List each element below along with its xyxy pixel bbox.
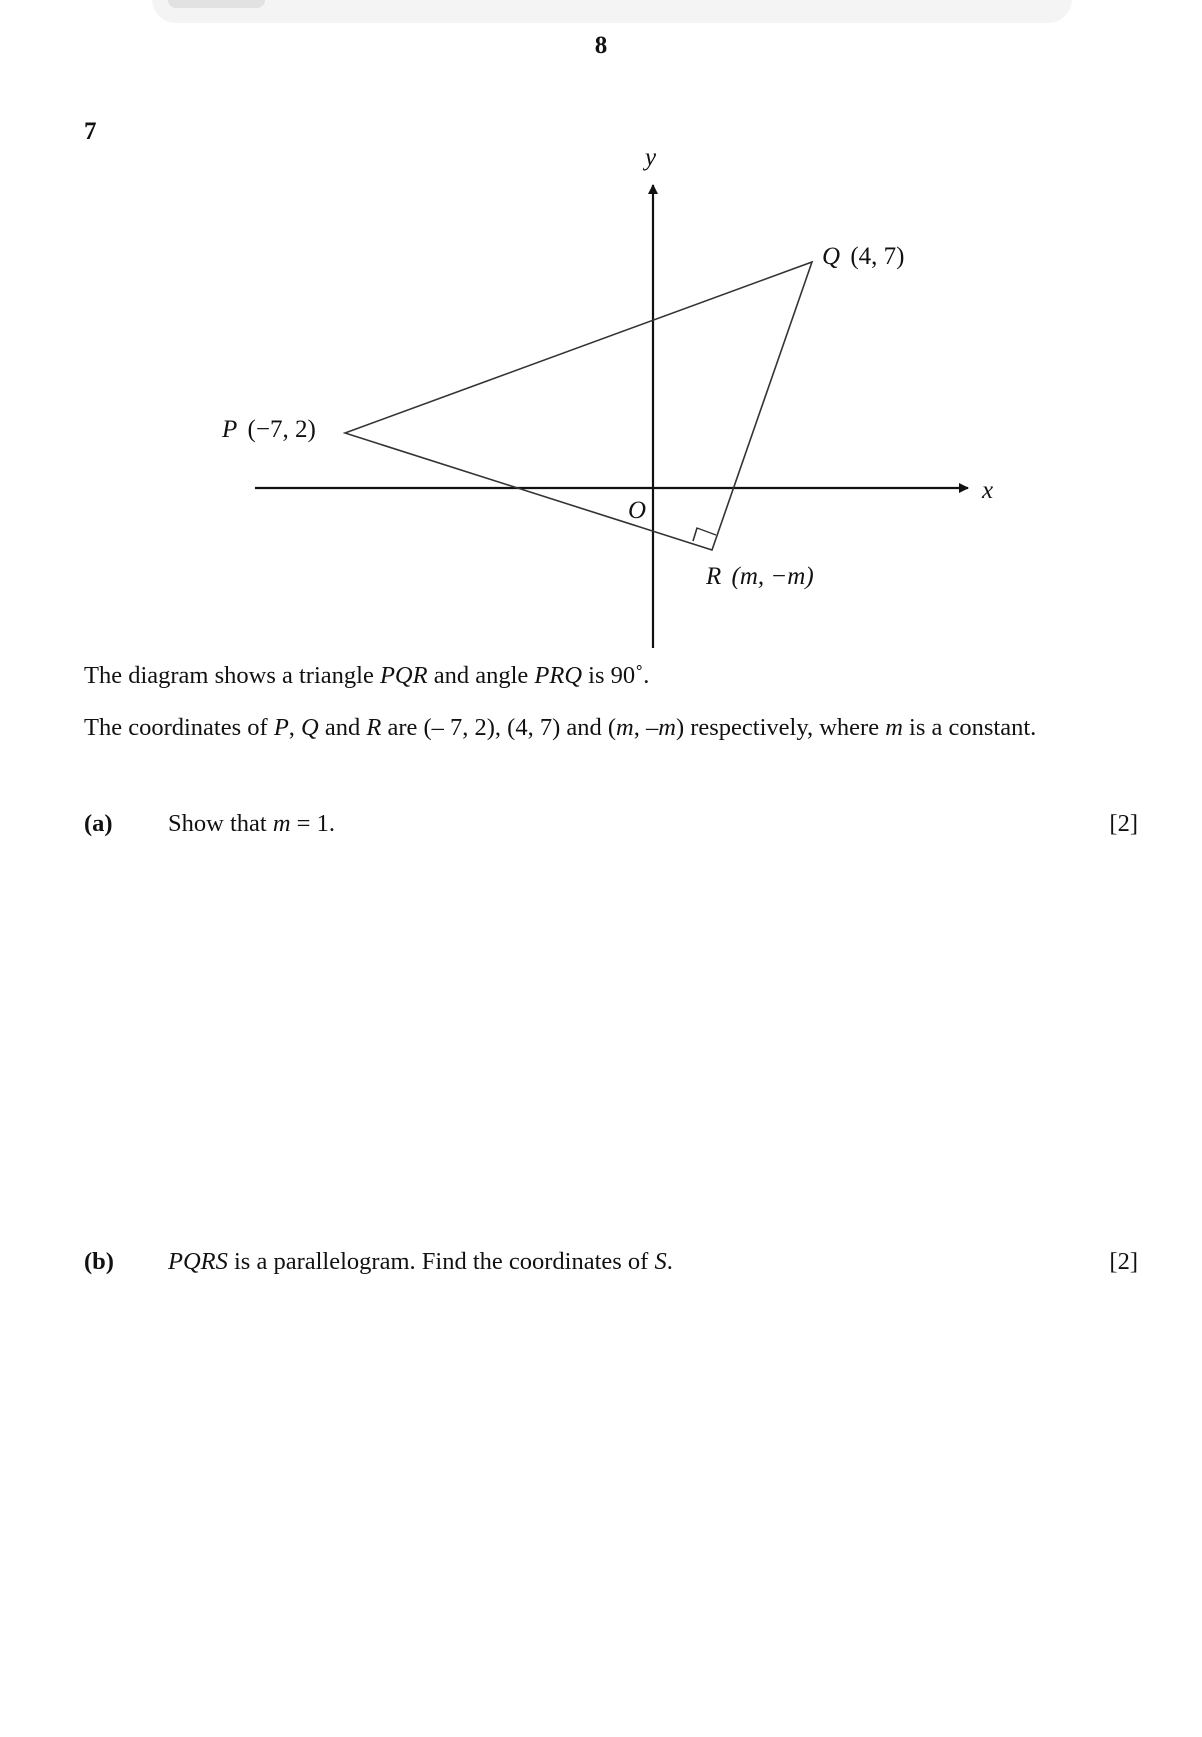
point-r-label: R (m, −m) [706,563,814,590]
triangle-pqr [345,262,812,550]
point-q-label: Q (4, 7) [822,243,905,270]
x-axis-label: x [982,477,994,504]
intro-line-1: The diagram shows a triangle PQR and angle PRQ is 90˚. [84,662,650,689]
point-p-label: P (−7, 2) [222,416,316,443]
part-b-marks: [2] [1109,1248,1138,1275]
part-a-label: (a) [84,810,113,837]
question-number: 7 [84,118,97,145]
y-axis-label: y [645,144,657,171]
part-b-label: (b) [84,1248,114,1275]
intro-line-2: The coordinates of P, Q and R are (– 7, 2), (4, 7) and (m, –m) respectively, where m is a constant. [84,714,1037,741]
part-b: (b) PQRS is a parallelogram. Find the coordinates of S. [84,1248,673,1275]
part-a: (a) Show that m = 1. [84,810,335,837]
page-number: 8 [594,32,608,59]
origin-label: O [628,497,647,524]
coordinate-diagram [0,0,1202,660]
part-a-marks: [2] [1109,810,1138,837]
